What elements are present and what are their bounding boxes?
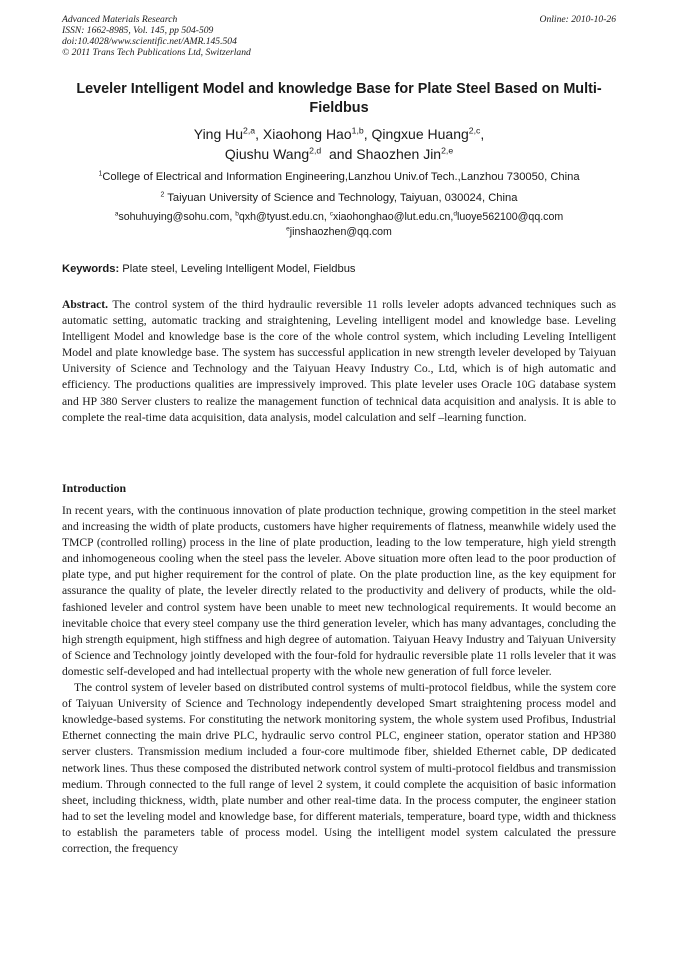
affiliation-2 — [30, 191, 648, 205]
abstract-label: Abstract. — [62, 298, 109, 311]
email-mark: b — [235, 210, 239, 218]
author-affiliation-mark: 2,d — [309, 145, 322, 156]
abstract-text: The control system of the third hydraulic reversible 11 rolls leveler adopts advanced techniques such as automatic setting, automatic tracking and straightening, Leveling intelligent model and knowledge base. Leveling Intelligent Model and knowledge base is the core of the whole control system, which including Leveling Intelligent Model and plate knowledge base. The system has successful application in new strength leveler developed by Taiyuan University of Science and Technology and the Taiyuan Heavy Industry Co., Ltd, which is of high automatic and efficiency. The productions qualities are impressively improved. This plate leveler uses Oracle 10G database system and HP 380 Server clusters to realize the management function of technical data acquisition and analysis. It is able to complete the real-time data acquisition, data analysis, model calculation and self –learning function. — [62, 298, 616, 424]
author-affiliation-mark: 1,b — [351, 125, 364, 136]
keywords-label: Keywords: — [62, 263, 120, 275]
keywords-text: Plate steel, Leveling Intelligent Model, Fieldbus — [119, 263, 356, 275]
author-list: Ying Hu$^{2,a}$, Xiaohong Hao$^{1,b}$, Qingxue Huang$^{2,c}$, Qiushu Wang$^{2,d}$ and Shaozhen Jin$^{2,e}$ — [193, 125, 485, 162]
author-name: Xiaohong Hao — [262, 126, 352, 142]
author-affiliation-mark: 2,c — [468, 125, 481, 136]
author-name: Ying Hu — [193, 126, 244, 142]
online-date: Online: 2010-10-26 — [539, 14, 616, 25]
abstract-paragraph — [62, 297, 616, 426]
affiliation-mark: 2 — [160, 191, 165, 199]
email-address: luoye562100@qq.com — [457, 211, 564, 223]
author-name: Qiushu Wang — [224, 146, 310, 162]
email-address: qxh@tyust.edu.cn, — [238, 211, 330, 223]
email-address: sohuhuying@sohu.com, — [118, 211, 236, 223]
introduction-paragraph: The control system of leveler based on distributed control systems of multi-protocol fieldbus, while the system core of Taiyuan University of Science and Technology independently developed Smart straightening process model and knowledge-based systems. For constituting the network monitoring system, the whole system used Profibus, Industrial Ethernet connecting the main drive PLC, hydraulic servo control PLC, engineer station, operator station and HP380 server clusters. Transmission medium included a four-core multimode fiber, shielded Ethernet cable, DP dedicated network lines. Thus these composed the distributed network control system of multi-protocol fieldbus and transmission medium. Through connected to the full range of level 2 system, it could complete the acquisition of basic information sheet, including thickness, width, plate number and other real-time data. In the process computer, the engineer station had to set the leveling model and knowledge base, for different materials, temperature, board type, width and thickness to establish the parameters table of process model. Using the intelligent model system calculated the pressure correction, the frequency — [62, 681, 616, 855]
email-address: xiaohonghao@lut.edu.cn, — [333, 211, 454, 223]
introduction-body — [62, 503, 616, 857]
email-mark: a — [114, 210, 119, 218]
copyright-line: © 2011 Trans Tech Publications Ltd, Switzerland — [62, 47, 251, 58]
email-mark: e — [286, 225, 290, 233]
email-mark: c — [329, 210, 334, 218]
author-affiliation-mark: 2,a — [243, 125, 256, 136]
author-name: Shaozhen Jin — [356, 146, 442, 162]
email-address: jinshaozhen@qq.com — [289, 226, 392, 238]
keywords-line — [62, 262, 616, 276]
affiliation-text: College of Electrical and Information Engineering,Lanzhou Univ.of Tech.,Lanzhou 730050, China — [102, 171, 580, 183]
affiliation-mark: 1 — [98, 170, 103, 178]
journal-name: Advanced Materials Research — [62, 14, 178, 25]
doi-line: doi:10.4028/www.scientific.net/AMR.145.504 — [62, 36, 237, 47]
paper-title: Leveler Intelligent Model and knowledge Base for Plate Steel Based on Multi-Fieldbus — [76, 81, 602, 116]
affiliation-text: Taiyuan University of Science and Technology, Taiyuan, 030024, China — [164, 192, 518, 204]
section-heading-introduction: Introduction — [62, 481, 127, 495]
author-emails — [30, 210, 648, 240]
journal-header — [62, 14, 616, 58]
author-name: Qingxue Huang — [371, 126, 469, 142]
email-mark: d — [453, 210, 457, 218]
issn-line: ISSN: 1662-8985, Vol. 145, pp 504-509 — [62, 25, 214, 36]
author-affiliation-mark: 2,e — [441, 145, 454, 156]
introduction-paragraph: In recent years, with the continuous innovation of plate production technique, growing competition in the steel market and increasing the width of plate products, customers have higher requirements of flatness, meanwhile widely used the TMCP (controlled rolling) process in the line of plate production, leading to the low temperature, high yield strength and inhomogeneous cooling when the steel pass the leveler. Above situation more often lead to the poor production of plate type, and put higher requirement for the control of plate. On the plate production line, as the key equipment for assurance the quality of plate, the leveler directly related to the productivity and delivery of products, while the old-fashioned leveler and control system have been unable to meet new technological requirements. It would become an inevitable choice that every steel company use the third generation leveler, which has many advantages, concluding the high strength equipment, high stiffness and high degree of automation. Taiyuan Heavy Industry and Taiyuan University of Science and Technology jointly developed with the four-fold for hydraulic reversible plate 11 rolls leveler that it was domestic self-developed and had intellectual property with the whole new generation of full force leveler. — [62, 504, 616, 678]
affiliation-1 — [30, 170, 648, 184]
